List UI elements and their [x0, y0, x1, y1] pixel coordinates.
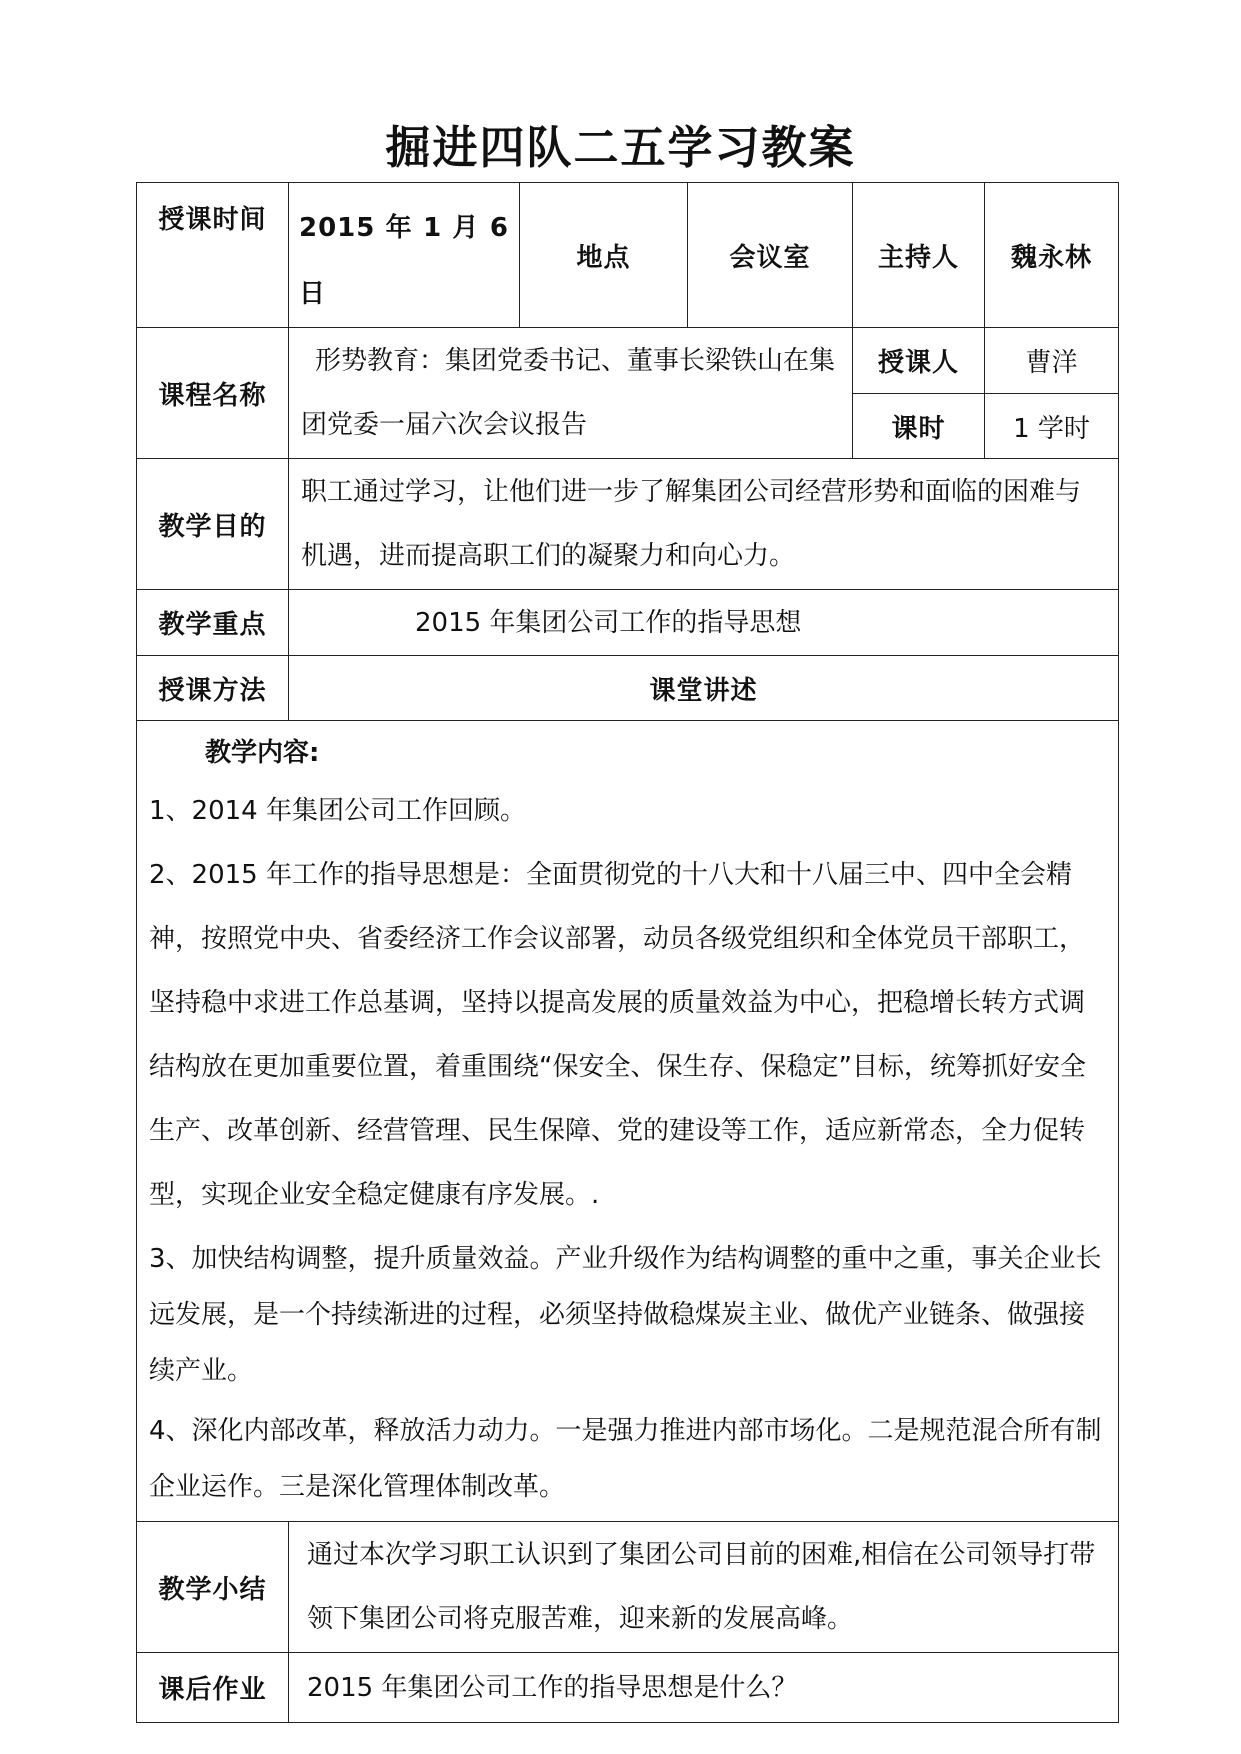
- row-summary: [137, 1522, 1119, 1653]
- row-goal: [137, 459, 1119, 590]
- content-item-2: 2、2015 年工作的指导思想是：全面贯彻党的十八大和十八届三中、四中全会精神，按照党中央、省委经济工作会议部署，动员各级党组织和全体党员干部职工，坚持稳中求进工作总基调，坚持以提高发展的质量效益为中心，把稳增长转方式调结构放在更加重要位置，着重围绕“保安全、保生存、保稳定”目标，统筹抓好安全生产、改革创新、经营管理、民生保障、党的建设等工作，适应新常态，全力促转型，实现企业安全稳定健康有序发展。.: [149, 860, 1086, 1210]
- homework-label: 课后作业: [137, 1653, 289, 1723]
- course-value: 形势教育：集团党委书记、董事长梁铁山在集团党委一届六次会议报告: [289, 328, 853, 459]
- host-value: 魏永林: [985, 183, 1119, 328]
- row-time-place-host: [137, 183, 1119, 328]
- focus-value: 2015 年集团公司工作的指导思想: [289, 590, 1119, 656]
- row-focus: [137, 590, 1119, 656]
- content-item-1: 1、2014 年集团公司工作回顾。: [149, 796, 526, 826]
- row-content: [137, 721, 1119, 1522]
- teacher-value: 曹洋: [985, 328, 1119, 394]
- content-item-3: 3、加快结构调整，提升质量效益。产业升级作为结构调整的重中之重，事关企业长远发展，是一个持续渐进的过程，必须坚持做稳煤炭主业、做优产业链条、做强接续产业。: [149, 1244, 1102, 1386]
- method-label: 授课方法: [137, 656, 289, 721]
- page-title: 掘进四队二五学习教案: [385, 121, 856, 174]
- summary-label: 教学小结: [137, 1522, 289, 1653]
- method-value: 课堂讲述: [289, 656, 1119, 721]
- course-label: 课程名称: [137, 328, 289, 459]
- time-value: 2015 年 1 月 6 日: [289, 183, 520, 328]
- host-label: 主持人: [853, 183, 985, 328]
- teacher-label: 授课人: [853, 328, 985, 394]
- place-value: 会议室: [688, 183, 853, 328]
- row-homework: [137, 1653, 1119, 1723]
- content-item-4: 4、深化内部改革，释放活力动力。一是强力推进内部市场化。二是规范混合所有制企业运作。三是深化管理体制改革。: [149, 1416, 1102, 1502]
- place-label: 地点: [520, 183, 688, 328]
- hours-value: 1 学时: [985, 394, 1119, 459]
- lesson-plan-table: [136, 182, 1119, 1723]
- time-label: 授课时间: [137, 183, 289, 328]
- hours-label: 课时: [853, 394, 985, 459]
- focus-label: 教学重点: [137, 590, 289, 656]
- goal-value: 职工通过学习，让他们进一步了解集团公司经营形势和面临的困难与机遇，进而提高职工们的凝聚力和向心力。: [289, 459, 1119, 590]
- content-heading: 教学内容:: [205, 738, 320, 768]
- row-method: [137, 656, 1119, 721]
- goal-label: 教学目的: [137, 459, 289, 590]
- summary-value: 通过本次学习职工认识到了集团公司目前的困难,相信在公司领导打带领下集团公司将克服苦难，迎来新的发展高峰。: [289, 1522, 1119, 1653]
- homework-value: 2015 年集团公司工作的指导思想是什么？: [289, 1653, 1119, 1723]
- content-cell: [137, 721, 1119, 1522]
- row-course: [137, 328, 1119, 394]
